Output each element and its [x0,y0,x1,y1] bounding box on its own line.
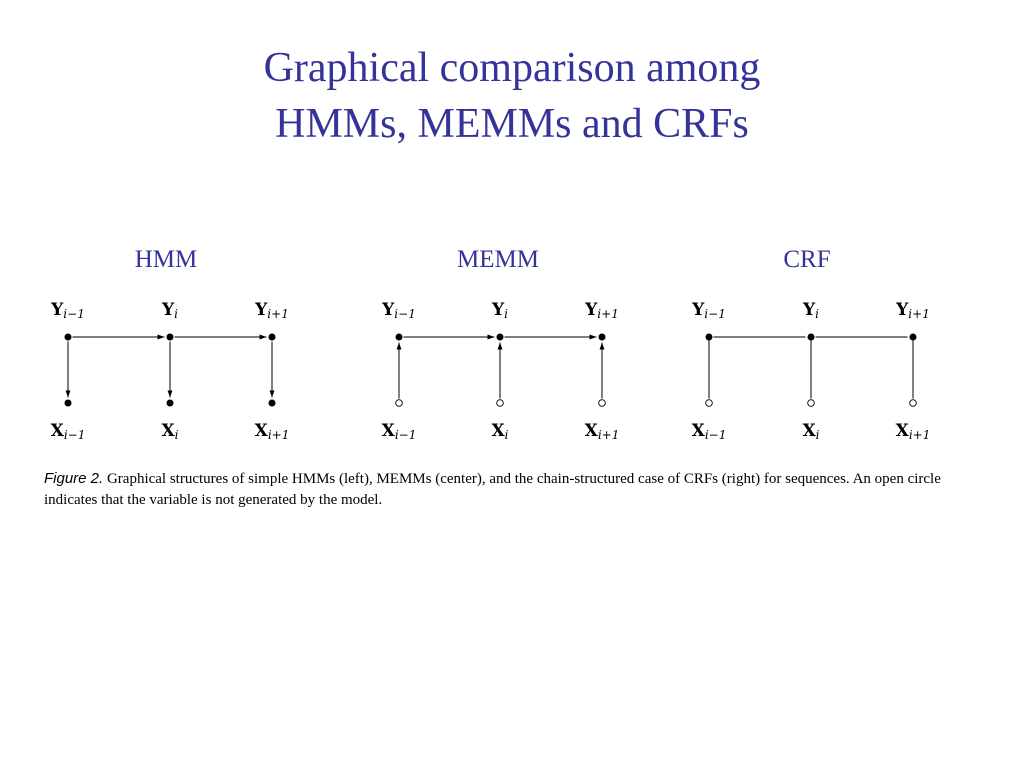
x-node-label: Xi+1 [895,421,931,442]
panel-memm [381,300,619,442]
y-node-label: Yi [492,300,508,321]
y-node [65,334,72,341]
slide-title [0,40,1024,152]
y-node-label: Yi+1 [255,300,289,321]
y-node-label: Yi−1 [382,300,416,321]
x-node-label: Xi [802,421,820,442]
x-node-open [497,400,504,407]
y-node [269,334,276,341]
title-line-2: HMMs, MEMMs and CRFs [275,101,749,147]
y-node-label: Yi [162,300,178,321]
x-node-filled [65,400,72,407]
y-node [167,334,174,341]
y-node [910,334,917,341]
x-node-label: Xi−1 [381,421,417,442]
x-node-filled [269,400,276,407]
x-node-open [808,400,815,407]
x-node-label: Xi+1 [584,421,620,442]
panel-label-memm: MEMM [457,246,539,273]
caption-label: Figure 2. [44,470,104,487]
x-node-label: Xi−1 [50,421,86,442]
caption-text: Graphical structures of simple HMMs (left), MEMMs (center), and the chain-structured case of CRFs (right) for sequences. An open circle indicates that the variable is not generated by the model. [44,471,941,508]
title-line-1: Graphical comparison among [263,45,761,91]
y-node [599,334,606,341]
panel-label-crf: CRF [783,246,831,273]
y-node-label: Yi [803,300,819,321]
panel-crf [691,300,930,442]
y-node [497,334,504,341]
x-node-label: Xi+1 [254,421,290,442]
x-node-open [706,400,713,407]
y-node-label: Yi−1 [51,300,85,321]
x-node-label: Xi [161,421,179,442]
panel-label-hmm: HMM [134,246,198,273]
y-node [808,334,815,341]
x-node-open [910,400,917,407]
x-node-label: Xi−1 [691,421,727,442]
graphical-models-diagram [0,280,1024,450]
y-node [706,334,713,341]
y-node-label: Yi+1 [896,300,930,321]
x-node-label: Xi [491,421,509,442]
figure-caption [44,468,994,511]
x-node-open [396,400,403,407]
y-node-label: Yi+1 [585,300,619,321]
x-node-filled [167,400,174,407]
y-node-label: Yi−1 [692,300,726,321]
y-node [396,334,403,341]
panel-hmm [50,300,289,442]
x-node-open [599,400,606,407]
